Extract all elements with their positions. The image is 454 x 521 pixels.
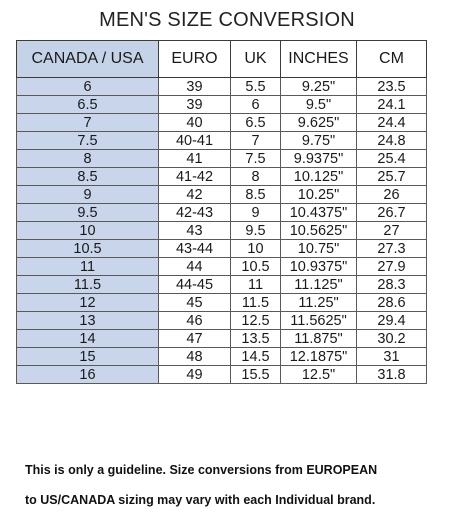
cell-cm: 27.3 — [357, 240, 427, 258]
cell-cm: 30.2 — [357, 330, 427, 348]
cell-canada-usa: 7.5 — [17, 132, 159, 150]
cell-cm: 26.7 — [357, 204, 427, 222]
cell-cm: 27 — [357, 222, 427, 240]
cell-inches: 9.9375" — [281, 150, 357, 168]
cell-inches: 10.25" — [281, 186, 357, 204]
cell-cm: 31.8 — [357, 366, 427, 384]
cell-euro: 43-44 — [159, 240, 231, 258]
cell-inches: 10.4375" — [281, 204, 357, 222]
cell-cm: 29.4 — [357, 312, 427, 330]
cell-uk: 10.5 — [231, 258, 281, 276]
cell-cm: 25.4 — [357, 150, 427, 168]
cell-euro: 45 — [159, 294, 231, 312]
cell-uk: 7 — [231, 132, 281, 150]
cell-cm: 26 — [357, 186, 427, 204]
table-row — [17, 240, 427, 258]
cell-uk: 11 — [231, 276, 281, 294]
cell-euro: 48 — [159, 348, 231, 366]
cell-canada-usa: 14 — [17, 330, 159, 348]
cell-euro: 39 — [159, 78, 231, 96]
cell-canada-usa: 6 — [17, 78, 159, 96]
header-inches: INCHES — [281, 41, 357, 78]
cell-canada-usa: 15 — [17, 348, 159, 366]
table-row — [17, 276, 427, 294]
cell-canada-usa: 11.5 — [17, 276, 159, 294]
cell-inches: 11.5625" — [281, 312, 357, 330]
cell-euro: 44 — [159, 258, 231, 276]
cell-cm: 24.1 — [357, 96, 427, 114]
cell-inches: 10.125" — [281, 168, 357, 186]
cell-cm: 24.8 — [357, 132, 427, 150]
table-row — [17, 312, 427, 330]
cell-cm: 24.4 — [357, 114, 427, 132]
cell-inches: 10.9375" — [281, 258, 357, 276]
table-row — [17, 294, 427, 312]
cell-canada-usa: 11 — [17, 258, 159, 276]
cell-uk: 9.5 — [231, 222, 281, 240]
table-row — [17, 366, 427, 384]
table-row — [17, 78, 427, 96]
cell-uk: 8.5 — [231, 186, 281, 204]
table-row — [17, 348, 427, 366]
cell-inches: 9.75" — [281, 132, 357, 150]
cell-canada-usa: 10.5 — [17, 240, 159, 258]
cell-canada-usa: 6.5 — [17, 96, 159, 114]
cell-euro: 49 — [159, 366, 231, 384]
header-euro: EURO — [159, 41, 231, 78]
cell-euro: 43 — [159, 222, 231, 240]
cell-inches: 10.5625" — [281, 222, 357, 240]
cell-inches: 12.5" — [281, 366, 357, 384]
table-row — [17, 132, 427, 150]
cell-euro: 39 — [159, 96, 231, 114]
table-row — [17, 168, 427, 186]
cell-canada-usa: 8 — [17, 150, 159, 168]
cell-canada-usa: 16 — [17, 366, 159, 384]
cell-canada-usa: 7 — [17, 114, 159, 132]
cell-euro: 44-45 — [159, 276, 231, 294]
table-header-row — [17, 41, 427, 78]
cell-uk: 14.5 — [231, 348, 281, 366]
cell-inches: 9.625" — [281, 114, 357, 132]
cell-canada-usa: 10 — [17, 222, 159, 240]
table-row — [17, 150, 427, 168]
cell-inches: 9.5" — [281, 96, 357, 114]
cell-cm: 25.7 — [357, 168, 427, 186]
cell-canada-usa: 9.5 — [17, 204, 159, 222]
header-canada-usa: CANADA / USA — [17, 41, 159, 78]
cell-inches: 11.25" — [281, 294, 357, 312]
cell-uk: 9 — [231, 204, 281, 222]
cell-inches: 10.75" — [281, 240, 357, 258]
cell-euro: 42-43 — [159, 204, 231, 222]
disclaimer-line-2: to US/CANADA sizing may vary with each Individual brand. — [25, 493, 376, 507]
cell-euro: 42 — [159, 186, 231, 204]
header-cm: CM — [357, 41, 427, 78]
cell-euro: 41-42 — [159, 168, 231, 186]
cell-cm: 28.6 — [357, 294, 427, 312]
cell-euro: 46 — [159, 312, 231, 330]
cell-canada-usa: 9 — [17, 186, 159, 204]
disclaimer-line-1: This is only a guideline. Size conversions from EUROPEAN — [25, 463, 378, 477]
cell-cm: 23.5 — [357, 78, 427, 96]
cell-uk: 13.5 — [231, 330, 281, 348]
table-row — [17, 186, 427, 204]
table-row — [17, 96, 427, 114]
cell-cm: 27.9 — [357, 258, 427, 276]
table-body — [17, 78, 427, 384]
table-row — [17, 222, 427, 240]
cell-uk: 12.5 — [231, 312, 281, 330]
cell-uk: 8 — [231, 168, 281, 186]
table-row — [17, 114, 427, 132]
cell-uk: 15.5 — [231, 366, 281, 384]
cell-inches: 12.1875" — [281, 348, 357, 366]
cell-canada-usa: 12 — [17, 294, 159, 312]
cell-inches: 11.125" — [281, 276, 357, 294]
cell-uk: 7.5 — [231, 150, 281, 168]
cell-inches: 11.875" — [281, 330, 357, 348]
cell-euro: 40 — [159, 114, 231, 132]
cell-uk: 5.5 — [231, 78, 281, 96]
cell-uk: 11.5 — [231, 294, 281, 312]
header-uk: UK — [231, 41, 281, 78]
table-row — [17, 204, 427, 222]
table-row — [17, 258, 427, 276]
cell-uk: 10 — [231, 240, 281, 258]
cell-uk: 6.5 — [231, 114, 281, 132]
size-conversion-table — [16, 40, 427, 384]
cell-inches: 9.25" — [281, 78, 357, 96]
table-row — [17, 330, 427, 348]
cell-euro: 47 — [159, 330, 231, 348]
cell-cm: 31 — [357, 348, 427, 366]
cell-canada-usa: 8.5 — [17, 168, 159, 186]
cell-euro: 41 — [159, 150, 231, 168]
cell-euro: 40-41 — [159, 132, 231, 150]
page-title: MEN'S SIZE CONVERSION — [99, 9, 355, 31]
cell-uk: 6 — [231, 96, 281, 114]
cell-cm: 28.3 — [357, 276, 427, 294]
cell-canada-usa: 13 — [17, 312, 159, 330]
